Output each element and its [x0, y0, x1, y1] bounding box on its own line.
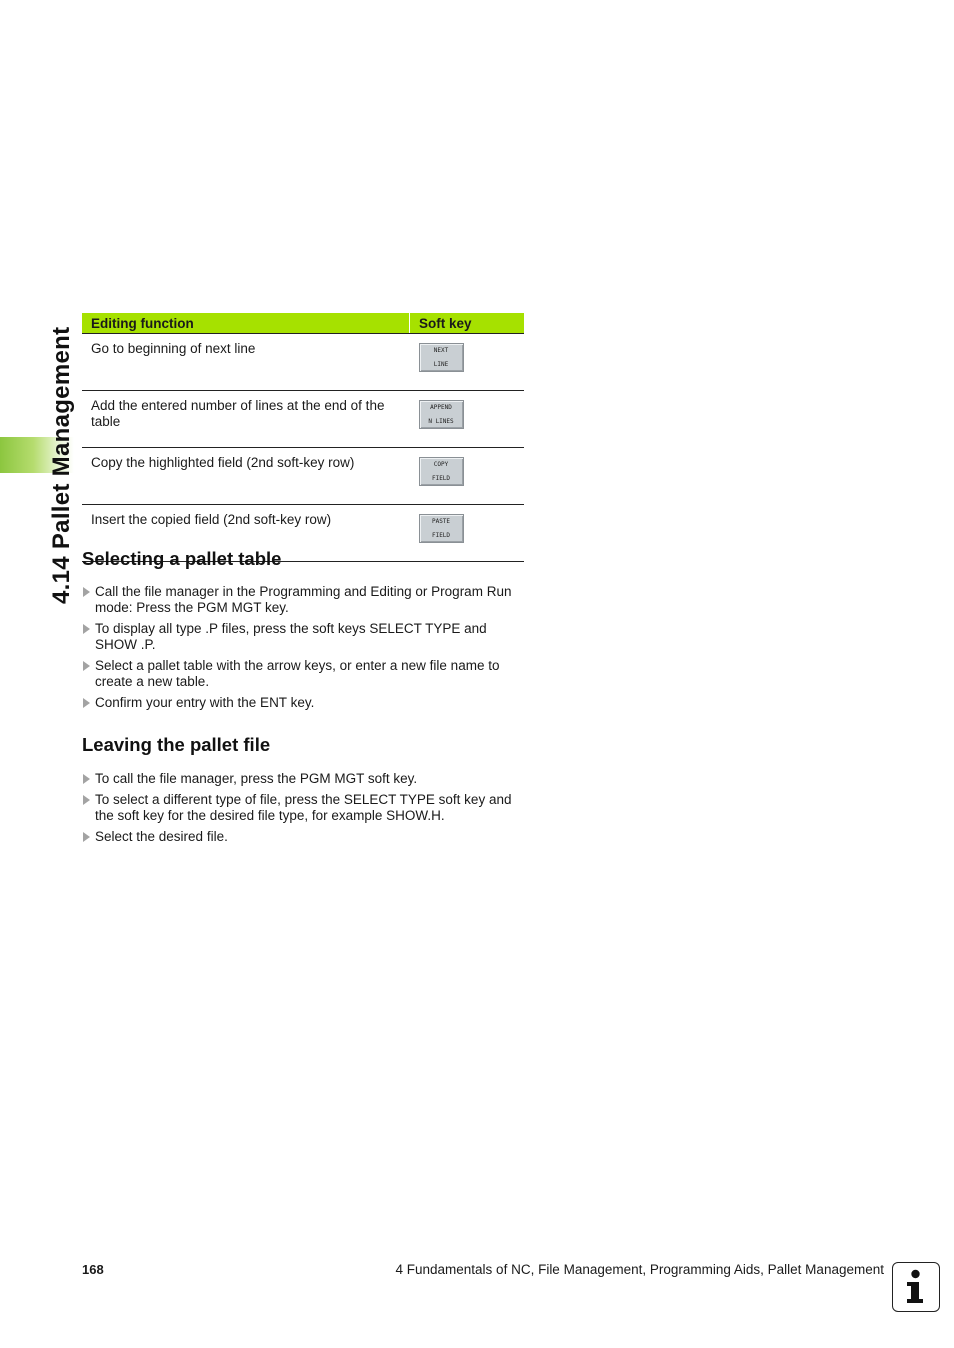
list-item: Call the file manager in the Programming and Editing or Program Run mode: Press the PGM MGT key.: [82, 584, 524, 616]
table-row: [82, 391, 524, 448]
list-item: To select a different type of file, press the SELECT TYPE soft key and the soft key for the desired file type, for example SHOW.H.: [82, 792, 524, 824]
soft-key-table: [82, 313, 524, 562]
list-item: To call the file manager, press the PGM MGT soft key.: [82, 771, 524, 787]
softkey-line-2: FIELD: [431, 475, 451, 482]
header-editing-function: Editing function: [82, 313, 410, 334]
leaving-steps-list: [82, 771, 524, 850]
section-heading-leaving: Leaving the pallet file: [82, 734, 271, 755]
list-item: Select a pallet table with the arrow keys, or enter a new file name to create a new table.: [82, 658, 524, 690]
softkey-cell: [410, 391, 525, 448]
footer-chapter: 4 Fundamentals of NC, File Management, Programming Aids, Pallet Management: [395, 1262, 884, 1277]
softkey-cell: [410, 505, 525, 562]
table-row: [82, 448, 524, 505]
softkey-line-1: NEXT: [433, 347, 449, 354]
softkey-cell: [410, 334, 525, 391]
table-row: [82, 334, 524, 391]
function-cell: Go to beginning of next line: [82, 334, 410, 391]
append-n-lines-softkey: [419, 400, 464, 429]
selecting-steps-list: [82, 584, 524, 716]
header-soft-key: Soft key: [410, 313, 525, 334]
info-icon: [892, 1262, 940, 1312]
softkey-cell: [410, 448, 525, 505]
section-heading-selecting: Selecting a pallet table: [82, 548, 282, 569]
function-cell: Add the entered number of lines at the end of the table: [82, 391, 410, 448]
softkey-line-1: APPEND: [430, 404, 452, 411]
softkey-line-1: PASTE: [431, 518, 451, 525]
table-header-row: [82, 313, 524, 334]
softkey-line-2: LINE: [433, 361, 449, 368]
softkey-line-2: FIELD: [431, 532, 451, 539]
function-cell: Copy the highlighted field (2nd soft-key row): [82, 448, 410, 505]
list-item: To display all type .P files, press the soft keys SELECT TYPE and SHOW .P.: [82, 621, 524, 653]
function-cell: Insert the copied field (2nd soft-key row): [82, 505, 410, 562]
softkey-line-1: COPY: [433, 461, 449, 468]
next-line-softkey: [419, 343, 464, 372]
list-item: Confirm your entry with the ENT key.: [82, 695, 524, 711]
copy-field-softkey: [419, 457, 464, 486]
softkey-line-2: N LINES: [428, 418, 454, 425]
page-number: 168: [82, 1262, 104, 1277]
paste-field-softkey: [419, 514, 464, 543]
list-item: Select the desired file.: [82, 829, 524, 845]
chapter-title: 4.14 Pallet Management: [48, 326, 75, 604]
